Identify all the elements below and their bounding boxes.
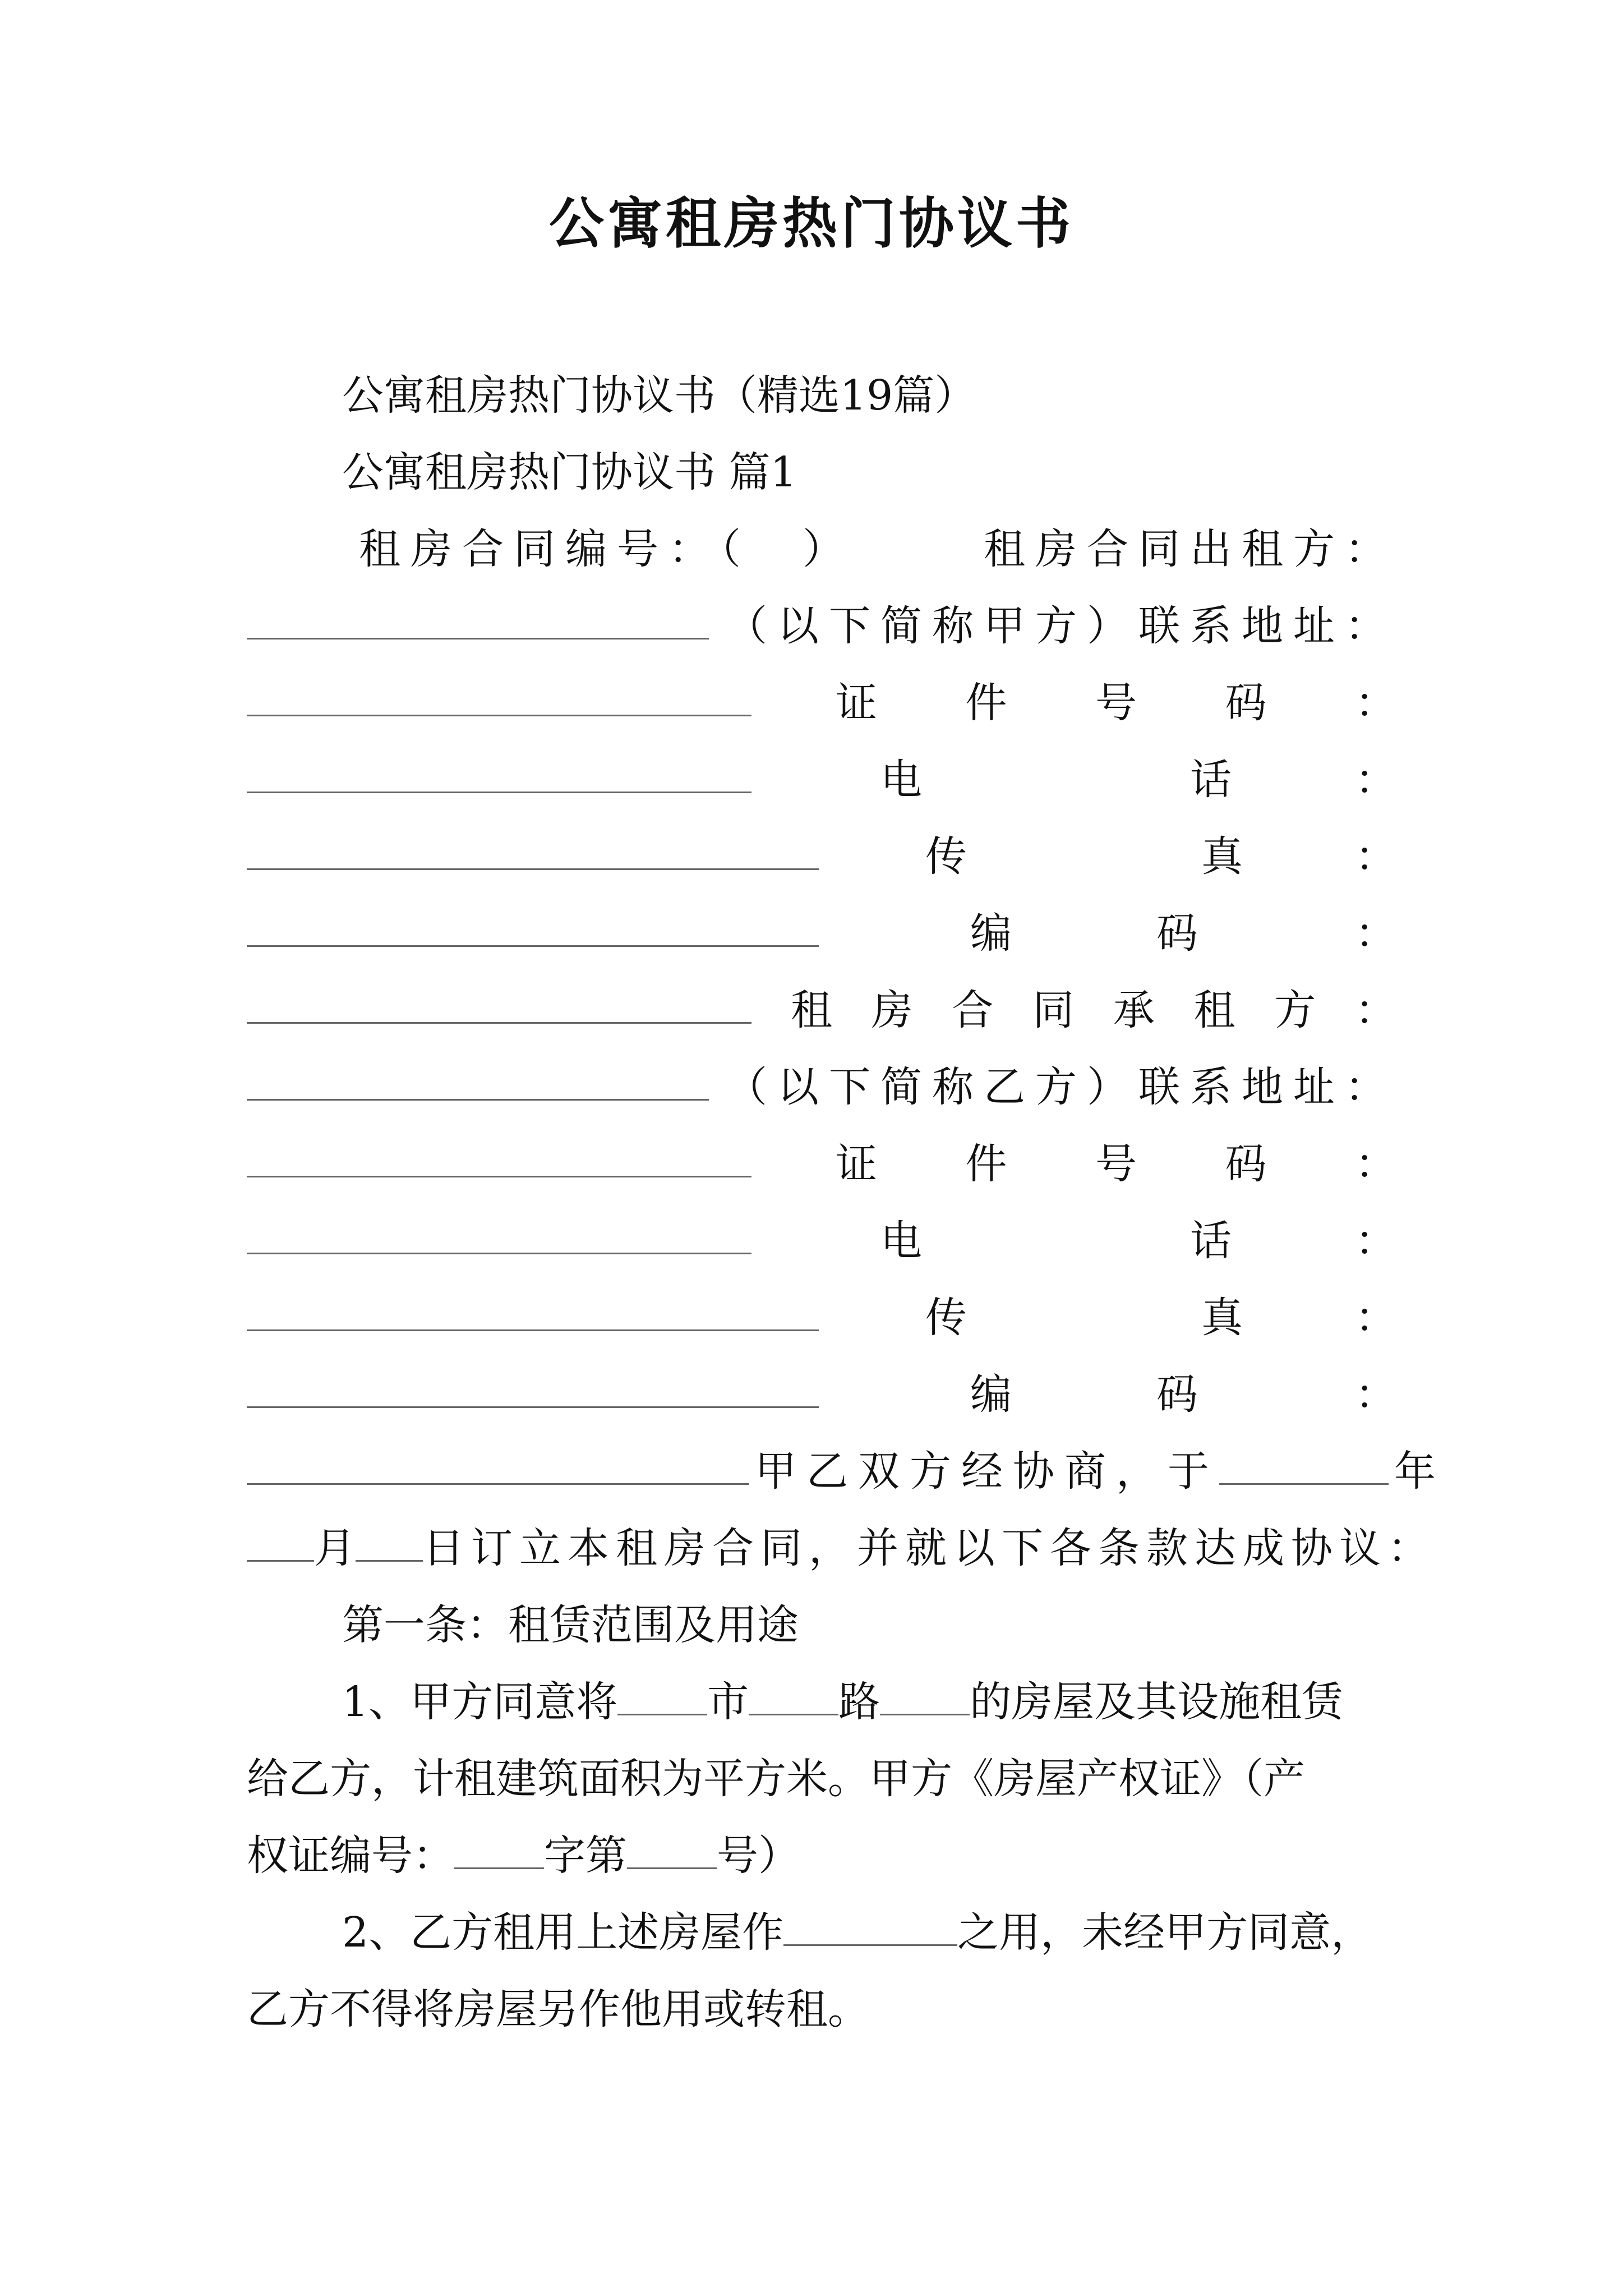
lessor-address-blank — [247, 682, 751, 716]
article-1-item-1: 1、甲方同意将 市 路 的房屋及其设施租赁 — [342, 1677, 1344, 1726]
lessor-name-line — [247, 584, 1396, 661]
party-a-note: （以下简称甲方） — [726, 601, 1138, 650]
day-blank — [356, 1527, 423, 1562]
lessee-address-blank — [247, 1143, 751, 1177]
lessee-code-blank — [247, 1451, 749, 1485]
lessee-phone-blank — [247, 1297, 819, 1331]
article-1-item-2: 2、乙方租用上述房屋作 之用，未经甲方同意， — [342, 1908, 1373, 1957]
lessee-fax-line: 编 码 ： — [247, 1352, 1396, 1429]
negotiation-line: 甲乙双方经协商，于 年 — [247, 1429, 1436, 1506]
lessor-id-line: 电 话 ： — [247, 738, 1396, 815]
year-blank — [1219, 1451, 1389, 1485]
lessor-address-label: 联系地址： — [1138, 601, 1396, 650]
number-blank — [880, 1681, 970, 1715]
lessor-label: 租房合同出租方： — [984, 524, 1396, 573]
document-title: 公寓租房热门协议书 — [548, 191, 1074, 256]
lessee-fax-blank — [247, 1374, 819, 1408]
article-1-item-1-line-3: 权证编号： 字第 号） — [247, 1831, 800, 1880]
contract-number-label: 租房合同编号：（ ） — [359, 524, 854, 573]
lessee-phone-line: 传 真 ： — [247, 1276, 1396, 1352]
contract-number-line — [247, 507, 1396, 584]
lessor-code-blank — [247, 990, 751, 1024]
article-1-heading: 第一条：租赁范围及用途 — [342, 1600, 799, 1649]
lessor-fax-blank — [247, 913, 819, 947]
lessor-fax-line: 编 码 ： — [247, 891, 1396, 968]
lessor-name-blank — [247, 605, 709, 639]
lessee-address-label: 联系地址： — [1138, 1062, 1396, 1111]
lessee-address-line: 证 件 号 码 ： — [247, 1122, 1396, 1199]
lessee-name-blank — [247, 1066, 709, 1101]
lessor-phone-blank — [247, 836, 819, 870]
month-blank — [247, 1527, 314, 1562]
lessee-id-line: 电 话 ： — [247, 1199, 1396, 1276]
lessor-address-line: 证 件 号 码 ： — [247, 661, 1396, 738]
lessor-id-blank — [247, 759, 751, 793]
article-1-item-1-line-2: 给乙方，计租建筑面积为平方米。甲方《房屋产权证》（产 — [247, 1754, 1305, 1803]
lessee-name-line — [247, 1045, 1396, 1122]
lessee-label-line: 租 房 合 同 承 租 方 ： — [247, 968, 1396, 1045]
party-b-note: （以下简称乙方） — [726, 1062, 1138, 1111]
article-1-item-2-line-2: 乙方不得将房屋另作他用或转租。 — [247, 1985, 869, 2033]
cert-word-blank — [454, 1835, 544, 1869]
road-blank — [749, 1681, 838, 1715]
city-blank — [617, 1681, 707, 1715]
lessor-phone-line: 传 真 ： — [247, 815, 1396, 891]
section-heading: 公寓租房热门协议书 篇1 — [342, 448, 797, 496]
date-agreement-line: 月 日订立本租房合同，并就以下各条款达成协议： — [247, 1506, 1436, 1583]
usage-blank — [783, 1912, 957, 1946]
lessee-id-blank — [247, 1220, 751, 1254]
cert-number-blank — [627, 1835, 717, 1869]
document-subtitle: 公寓租房热门协议书（精选19篇） — [342, 371, 976, 420]
